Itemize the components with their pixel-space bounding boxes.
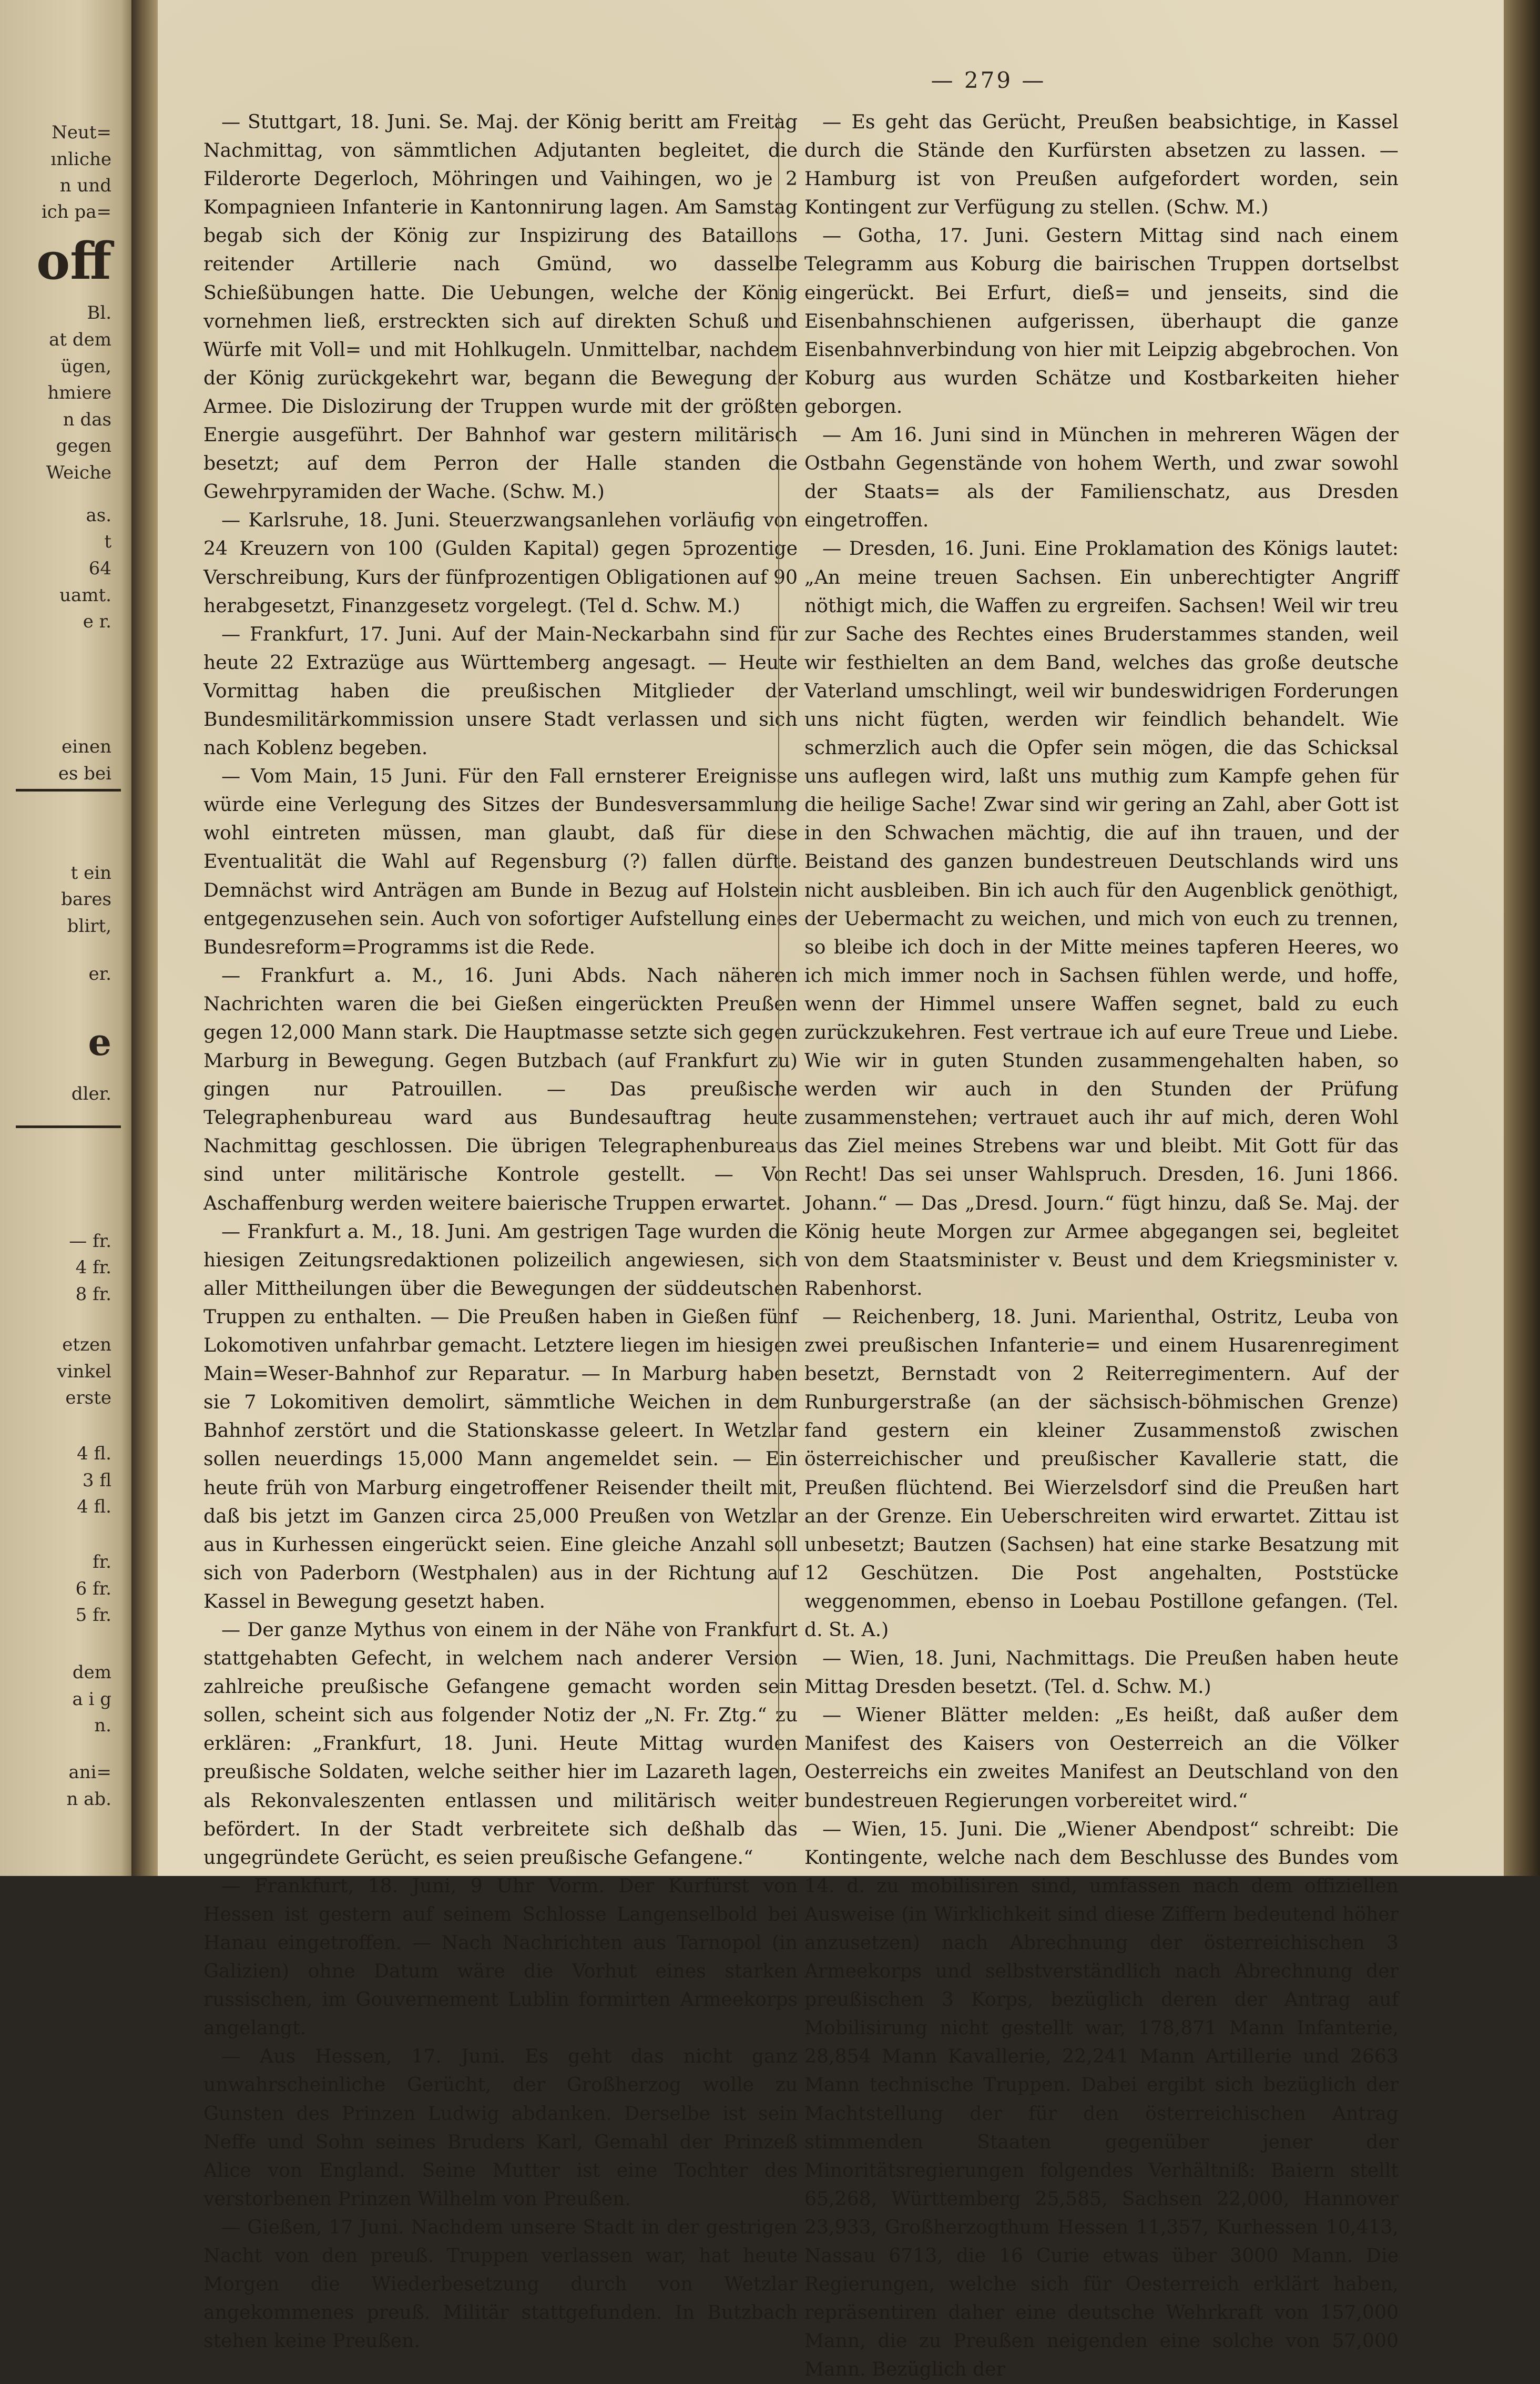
facing-page-fragment: a i g bbox=[72, 1689, 111, 1710]
facing-page-fragment: dler. bbox=[71, 1083, 111, 1104]
facing-page-fragment: n ab. bbox=[66, 1789, 111, 1810]
facing-page-fragment: 4 fr. bbox=[75, 1257, 111, 1278]
facing-page-fragment: t bbox=[104, 531, 111, 552]
article-muenchen: — Am 16. Juni sind in München in mehreren Wägen der Ostbahn Gegenstände von hohem Werth, und zwar sowohl der Staats= als der Familienschatz, aus Dresden eingetroffen. bbox=[804, 423, 1399, 532]
facing-page-fragment: ügen, bbox=[60, 356, 111, 377]
article-mythus: — Der ganze Mythus von einem in der Nähe von Frankfurt stattgehabten Gefecht, in welchem nach anderer Version zahlreiche preußische Gefangene gemacht worden sein sollen, scheint sich aus folgender Notiz der „N. Fr. Ztg.“ zu erklären: „Frankfurt, 18. Juni. Heute Mittag wurden preußische Soldaten, welche seither hier im Lazareth lagen, als Rekonvaleszenten entlassen und militärisch weiter befördert. In der Stadt verbreitete sich deßhalb das ungegründete Gerücht, es seien preußische Gefangene.“ bbox=[203, 1618, 798, 1869]
facing-page-fragment: ich pa= bbox=[41, 201, 111, 222]
facing-page-fragment: vinkel bbox=[57, 1361, 111, 1382]
facing-page-fragment: Neut= bbox=[52, 122, 111, 143]
right-column bbox=[804, 108, 1399, 2384]
article-frankfurt-18: — Frankfurt a. M., 18. Juni. Am gestrigen Tage wurden die hiesigen Zeitungsredaktionen polizeilich angewiesen, sich aller Mittheilungen über die Bewegungen der süddeutschen Truppen zu enthalten. — Die Preußen haben in Gießen fünf Lokomotiven unfahrbar gemacht. Letztere liegen im hiesigen Main=Weser-Bahnhof zur Reparatur. — In Marburg haben sie 7 Lokomitiven demolirt, sämmtliche Weichen in dem Bahnhof zerstört und die Stationskasse geleert. In Wetzlar sollen neuerdings 15,000 Mann angemeldet sein. — Ein heute früh von Marburg eingetroffener Reisender theilt mit, daß bis jetzt im Ganzen circa 25,000 Preußen von Wetzlar aus in Kurhessen eingerückt seien. Eine gleiche Anzahl soll sich von Paderborn (Westphalen) aus in der Richtung auf Kassel in Bewegung gesetzt haben. bbox=[203, 1220, 798, 1612]
article-stuttgart: — Stuttgart, 18. Juni. Se. Maj. der König beritt am Freitag Nachmittag, von sämmtlichen Adjutanten begleitet, die Filderorte Degerloch, Möhringen und Vaihingen, wo je 2 Kompagnieen Infanterie in Kantonnirung lagen. Am Samstag begab sich der König zur Inspizirung des Bataillons reitender Artillerie nach Gmünd, wo dasselbe Schießübungen hatte. Die Uebungen, welche der König vornehmen ließ, erstreckten sich auf direkten Schuß und Würfe mit Voll= und mit Hohlkugeln. Unmittelbar, nachdem der König zurückgekehrt war, begann die Bewegung der Armee. Die Dislozirung der Truppen wurde mit der größten Energie ausgeführt. Der Bahnhof war gestern militärisch besetzt; auf dem Perron der Halle standen die Gewehrpyramiden der Wache. (Schw. M.) bbox=[203, 110, 798, 503]
facing-page-fragment: fr. bbox=[93, 1551, 111, 1573]
article-karlsruhe: — Karlsruhe, 18. Juni. Steuerzwangsanlehen vorläufig von 24 Kreuzern von 100 (Gulden Kapital) gegen 5prozentige Verschreibung, Kurs der fünfprozentigen Obligationen auf 90 herabgesetzt, Finanzgesetz vorgelegt. (Tel d. Schw. M.) bbox=[203, 509, 798, 617]
facing-page-fragment: erste bbox=[65, 1387, 111, 1408]
facing-page-fragment: er. bbox=[88, 963, 111, 985]
article-gotha: — Gotha, 17. Juni. Gestern Mittag sind nach einem Telegramm aus Koburg die bairischen Truppen dortselbst eingerückt. Bei Erfurt, dieß= und jenseits, sind die Eisenbahnschienen aufgerissen, überhaupt die ganze Eisenbahnverbindung von hier mit Leipzig abgebrochen. Von Koburg aus wurden Schätze und Kostbarkeiten hieher geborgen. bbox=[804, 224, 1399, 418]
facing-page-fragment: 5 fr. bbox=[75, 1605, 111, 1626]
facing-page-fragment: blirt, bbox=[67, 916, 111, 937]
left-column bbox=[203, 108, 798, 2355]
article-reichenberg: — Reichenberg, 18. Juni. Marienthal, Ostritz, Leuba von zwei preußischen Infanterie= und einem Husarenregiment besetzt, Bernstadt von 2 Reiterregimentern. Auf der Runburgerstraße (an der sächsisch-böhmischen Grenze) fand gestern ein kleiner Zusammenstoß zwischen österreichischer und preußischer Kavallerie statt, die Preußen flüchtend. Bei Wierzelsdorf sind die Preußen hart an der Grenze. Ein Ueberschreiten wird erwartet. Zittau ist unbesetzt; Bautzen (Sachsen) hat eine starke Besatzung mit 12 Geschützen. Die Post angehalten, Poststücke weggenommen, ebenso in Loebau Postillone gefangen. (Tel. d. St. A.) bbox=[804, 1305, 1399, 1641]
facing-page-fragment: n und bbox=[59, 175, 111, 196]
facing-page-fragment: t ein bbox=[70, 863, 111, 884]
facing-page-fragment: 8 fr. bbox=[75, 1284, 111, 1305]
article-frankfurt-17: — Frankfurt, 17. Juni. Auf der Main-Neckarbahn sind für heute 22 Extrazüge aus Württemberg angesagt. — Heute Vormittag haben die preußischen Mitglieder der Bundesmilitärkommission unsere Stadt verlassen und sich nach Koblenz begeben. bbox=[203, 622, 798, 759]
article-wien-18: — Wien, 18. Juni, Nachmittags. Die Preußen haben heute Mittag Dresden besetzt. (Tel. d. Schw. M.) bbox=[804, 1647, 1399, 1698]
facing-page-fragment: hmiere bbox=[47, 382, 111, 403]
facing-page-rule bbox=[16, 789, 121, 792]
article-wien-15: — Wien, 15. Juni. Die „Wiener Abendpost“ schreibt: Die Kontingente, welche nach dem Beschlusse des Bundes vom 14. d. zu mobilisiren sind, umfassen nach dem offiziellen Ausweise (in Wirklichkeit sind diese Ziffern bedeutend höher anzusetzen) nach Abrechnung der österreichischen 3 Armeekorps und selbstverständlich nach Abrechnung der preußischen 3 Korps, bezüglich deren der Antrag auf Mobilisirung nicht gestellt war, 178,871 Mann Infanterie, 28,854 Mann Kavallerie, 22,241 Mann Artillerie und 2663 Mann technische Truppen. Dabei ergibt sich bezüglich der Machtstellung der für den österreichischen Antrag stimmenden Staaten gegenüber jener der Minoritätsregierungen folgendes Verhältniß: Baiern stellt 65,268, Württemberg 25,585, Sachsen 22,000, Hannover 23,933, Großherzogthum Hessen 11,357, Kurhessen 10,413, Nassau 6713, die 16 Curie etwas über 3000 Mann. Die Regierungen, welche sich für Oesterreich erklärt haben, repräsentiren daher eine deutsche Wehrkraft von 157,000 Mann, die zu Preußen neigenden eine solche von 57,000 Mann. Bezüglich der bbox=[804, 1817, 1399, 2381]
facing-page-fragment: — fr. bbox=[69, 1231, 111, 1252]
book-gutter bbox=[131, 0, 158, 1876]
article-vom-main: — Vom Main, 15 Juni. Für den Fall ernsterer Ereignisse würde eine Verlegung des Sitzes der Bundesversammlung wohl eintreten müssen, man glaubt, daß für diese Eventualität die Wahl auf Regensburg (?) fallen dürfte. Demnächst wird Anträgen am Bunde in Bezug auf Holstein entgegenzusehen sein. Auch von sofortiger Aufstellung eines Bundesreform=Programms ist die Rede. bbox=[203, 765, 798, 958]
facing-page-fragment: n das bbox=[63, 409, 111, 430]
facing-page-rule bbox=[16, 1125, 121, 1128]
facing-page-fragment: 4 fl. bbox=[77, 1496, 111, 1517]
facing-page-fragment: as. bbox=[86, 505, 111, 526]
page-number: — 279 — bbox=[931, 67, 1046, 93]
facing-page-fragment: at dem bbox=[49, 329, 111, 350]
facing-page-fragment: Weiche bbox=[46, 462, 111, 483]
facing-page-fragment: einen bbox=[62, 736, 111, 757]
article-kassel-geruecht: — Es geht das Gerücht, Preußen beabsichtige, in Kassel durch die Stände den Kurfürsten absetzen zu lassen. — Hamburg ist von Preußen aufgefordert worden, sein Kontingent zur Verfügung zu stellen. (Schw. M.) bbox=[804, 110, 1399, 219]
facing-page-fragment: uamt. bbox=[59, 585, 111, 606]
facing-page-fragment: 3 fl bbox=[82, 1470, 111, 1491]
facing-page-fragment: Bl. bbox=[87, 302, 111, 323]
facing-page-fragment: n. bbox=[94, 1715, 111, 1736]
facing-page-fragment: 64 bbox=[88, 558, 111, 579]
facing-page-fragment: off bbox=[36, 231, 111, 291]
article-wiener-blaetter: — Wiener Blätter melden: „Es heißt, daß außer dem Manifest des Kaisers von Oesterreich an die Völker Oesterreichs ein zweites Manifest an Deutschland von den bundestreuen Regierungen vorbereitet wird.“ bbox=[804, 1703, 1399, 1812]
column-divider bbox=[778, 113, 779, 1828]
facing-page-edge bbox=[0, 0, 131, 1876]
facing-page-fragment: ınliche bbox=[50, 149, 111, 170]
facing-page-fragment: e r. bbox=[83, 611, 111, 632]
article-frankfurt-16: — Frankfurt a. M., 16. Juni Abds. Nach näheren Nachrichten waren die bei Gießen eingerückten Preußen gegen 12,000 Mann stark. Die Hauptmasse setzte sich gegen Marburg in Bewegung. Gegen Butzbach (auf Frankfurt zu) gingen nur Patrouillen. — Das preußische Telegraphenbureau ward aus Bundesauftrag heute Nachmittag geschlossen. Die übrigen Telegraphenbureaus sind unter militärische Kontrole gestellt. — Von Aschaffenburg werden weitere baierische Truppen erwartet. bbox=[203, 963, 798, 1214]
article-frankfurt-18-vorm: — Frankfurt, 18. Juni, 9 Uhr Vorm. Der Kurfürst von Hessen ist gestern auf seinem Schlosse Langenselbold bei Hanau eingetroffen. — Nach Nachrichten aus Tarnopol (in Galizien) ohne Datum wäre die Vorhut eines starken russischen, im Gouvernement Lublin formirten Armeekorps angelangt. bbox=[203, 1874, 798, 2040]
article-giessen: — Gießen, 17 Juni. Nachdem unsere Stadt in der gestrigen Nacht von den preuß. Truppen verlassen war, hat heute Morgen die Wiederbesetzung durch von Wetzlar angekommenes preuß. Militär stattgefunden. In Butzbach stehen keine Preußen. bbox=[203, 2215, 798, 2352]
facing-page-fragment: gegen bbox=[56, 435, 111, 456]
facing-page-fragment: 6 fr. bbox=[75, 1578, 111, 1599]
facing-page-fragment: es bei bbox=[58, 763, 111, 784]
facing-page-fragment: 4 fl. bbox=[77, 1443, 111, 1464]
facing-page-fragment: etzen bbox=[62, 1334, 111, 1355]
facing-page-fragment: e bbox=[88, 1020, 111, 1064]
facing-page-fragment: bares bbox=[61, 889, 111, 910]
facing-page-fragment: dem bbox=[72, 1662, 111, 1683]
article-aus-hessen: — Aus Hessen, 17. Juni. Es geht das nicht ganz unwahrscheinliche Gerücht, der Großherzog wolle zu Gunsten des Prinzen Ludwig abdanken. Derselbe ist sein Neffe und Sohn seines Bruders Karl, Gemahl der Prinzeß Alice von England. Seine Mutter ist eine Tochter des verstorbenen Prinzen Wilhelm von Preußen. bbox=[203, 2045, 798, 2210]
facing-page-fragment: ani= bbox=[68, 1762, 111, 1783]
article-dresden-proklamation: — Dresden, 16. Juni. Eine Proklamation des Königs lautet: „An meine treuen Sachsen. Ein unberechtigter Angriff nöthigt mich, die Waffen zu ergreifen. Sachsen! Weil wir treu zur Sache des Rechtes eines Bruderstammes standen, weil wir festhielten an dem Band, welches das große deutsche Vaterland umschlingt, weil wir bundeswidrigen Forderungen uns nicht fügten, werden wir feindlich behandelt. Wie schmerzlich auch die Opfer sein mögen, die das Schicksal uns auflegen wird, laßt uns muthig zum Kampfe gehen für die heilige Sache! Zwar sind wir gering an Zahl, aber Gott ist in den Schwachen mächtig, die auf ihn trauen, und der Beistand des ganzen bundestreuen Deutschlands wird uns nicht ausbleiben. Bin ich auch für den Augenblick genöthigt, der Uebermacht zu weichen, und mich von euch zu trennen, so bleibe ich doch in der Mitte meines tapferen Heeres, wo ich mich immer noch in Sachsen fühlen werde, und hoffe, wenn der Himmel unsere Waffen segnet, bald zu euch zurückzukehren. Fest vertraue ich auf eure Treue und Liebe. Wie wir in guten Stunden zusammengehalten haben, so werden wir auch in den Stunden der Prüfung zusammenstehen; vertrauet auch ihr auf mich, deren Wohl das Ziel meines Strebens war und bleibt. Mit Gott für das Recht! Das sei unser Wahlspruch. Dresden, 16. Juni 1866. Johann.“ — Das „Dresd. Journ.“ fügt hinzu, daß Se. Maj. der König heute Morgen zur Armee abgegangen sei, begleitet von dem Staatsminister v. Beust und dem Kriegsminister v. Rabenhorst. bbox=[804, 537, 1399, 1300]
newspaper-page bbox=[158, 0, 1504, 2381]
page-edge-right bbox=[1504, 0, 1540, 1876]
